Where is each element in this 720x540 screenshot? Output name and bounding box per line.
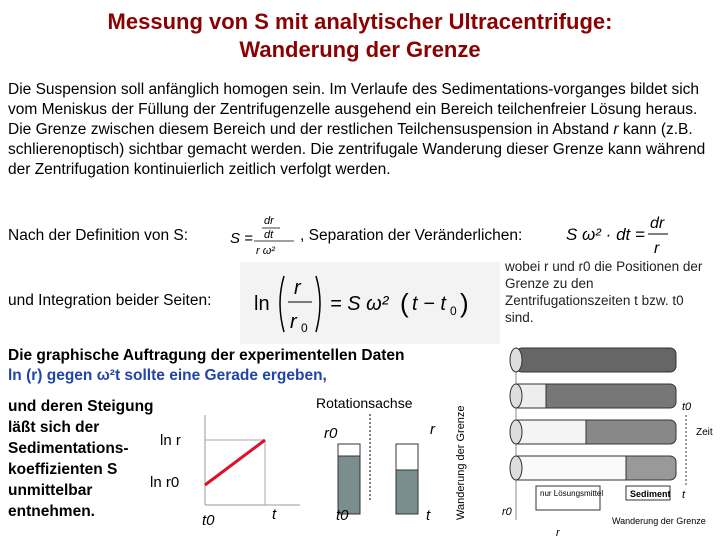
tube-sediment-label: Sediment (630, 489, 671, 499)
plot-description-line-2: ln (r) gegen ω²t sollte eine Gerade ergeben, (8, 367, 327, 384)
graph-t0-label: t0 (202, 512, 215, 529)
svg-text:S ω² · dt =: S ω² · dt = (566, 225, 645, 244)
tube-migration-label: Wanderung der Grenze (612, 516, 706, 526)
svg-text:(: ( (400, 288, 409, 318)
svg-text:S =: S = (230, 230, 253, 247)
svg-text:dt: dt (264, 229, 274, 241)
svg-text:t − t: t − t (412, 293, 446, 315)
graph-ln-r-label: ln r (160, 432, 181, 449)
separation-label: , Separation der Veränderlichen: (300, 227, 523, 244)
definition-label: Nach der Definition von S: (8, 227, 189, 244)
svg-text:r: r (290, 311, 297, 333)
ln-r-graph (150, 405, 310, 535)
cell-t0-label: t0 (336, 507, 349, 524)
tube-time-label: Zeit (696, 427, 713, 438)
integrated-formula (240, 262, 500, 344)
regression-line (205, 440, 265, 485)
svg-text:= S ω²: = S ω² (330, 293, 389, 315)
svg-text:0: 0 (301, 321, 308, 335)
graph-ln-r0-label: ln r0 (150, 474, 180, 491)
tube-solvent-label: nur Lösungsmittel (540, 489, 604, 498)
tubes-figure (496, 340, 718, 540)
svg-text:dr: dr (264, 215, 274, 227)
tube-r0-label: r0 (502, 506, 512, 518)
slope-text: und deren Steigung läßt sich der Sedimentations- koeffizienten S unmittelbar entnehmen. (8, 398, 154, 520)
integration-label: und Integration beider Seiten: (8, 292, 212, 309)
graph-t-label: t (272, 506, 277, 523)
svg-text:r: r (294, 277, 301, 299)
page-title (0, 8, 720, 64)
svg-text:0: 0 (450, 304, 457, 318)
cell-vertical-label: Wanderung der Grenze (455, 405, 467, 520)
svg-text:r: r (654, 240, 660, 257)
side-note: wobei r und r0 die Positionen der Grenze zu den Zentrifugationszeiten t bzw. t0 sind. (505, 259, 703, 325)
separation-formula (562, 208, 672, 260)
plot-description-line-1: Die graphische Auftragung der experimentellen Daten (8, 347, 405, 364)
svg-text:r ω²: r ω² (256, 245, 275, 257)
cell-r-label: r (430, 421, 435, 438)
cell-t-label: t (426, 507, 431, 524)
title-line-1: Messung von S mit analytischer Ultracentrifuge: (107, 9, 613, 34)
svg-text:dr: dr (650, 215, 665, 232)
cell-r0-label: r0 (324, 425, 338, 442)
svg-text:ln: ln (254, 293, 270, 315)
title-line-2: Wanderung der Grenze (239, 37, 481, 62)
cell-diagram (310, 392, 470, 532)
svg-text:): ) (460, 288, 469, 318)
definition-formula (228, 208, 298, 258)
tube-t0-label: t0 (682, 401, 692, 413)
tube-t-label: t (682, 489, 686, 501)
tube-r-label: r (556, 527, 560, 539)
intro-paragraph: Die Suspension soll anfänglich homogen sein. Im Verlaufe des Sedimentations-vorganges bildet sich vom Meniskus der Füllung der Zentrifugenzelle ausgehend ein Bereich teilchenfreier Lösung heraus. Die Grenze zwischen diesem Bereich und der restlichen Teilchensuspension in Abstand r kann (z.B. schlierenoptisch) sichtbar gemacht werden. Die zentrifugale Wanderung dieser Grenze kann während der Zentrifugation kontinuierlich zeitlich verfolgt werden. (8, 81, 706, 178)
rotation-axis-label: Rotationsachse (316, 395, 413, 411)
